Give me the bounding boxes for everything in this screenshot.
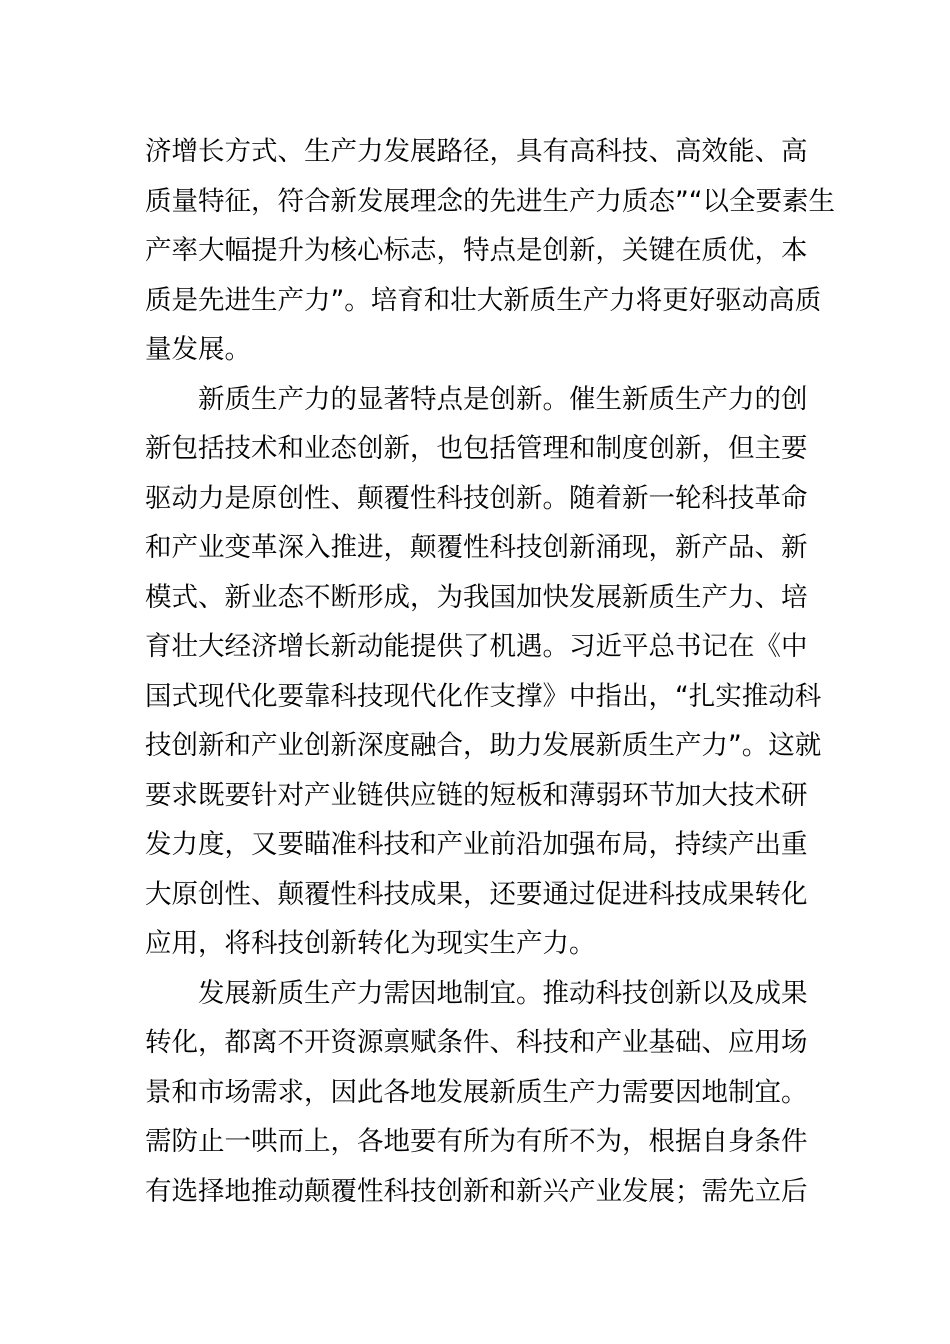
- text-line: 大原创性、颠覆性科技成果，还要通过促进科技成果转化: [145, 878, 808, 910]
- text-line: 景和市场需求，因此各地发展新质生产力需要因地制宜。: [145, 1076, 808, 1108]
- text-line: 质量特征，符合新发展理念的先进生产力质态”“以全要素生: [145, 185, 835, 217]
- text-line: 育壮大经济增长新动能提供了机遇。习近平总书记在《中: [145, 631, 808, 662]
- text-line: 济增长方式、生产力发展路径，具有高科技、高效能、高: [145, 136, 808, 167]
- text-line: 产率大幅提升为核心标志，特点是创新，关键在质优，本: [145, 235, 808, 266]
- text-line: 新质生产力的显著特点是创新。催生新质生产力的创: [198, 383, 808, 415]
- paragraph-2: [145, 375, 822, 969]
- text-line: 和产业变革深入推进，颠覆性科技创新涌现，新产品、新: [145, 532, 808, 563]
- text-line: 模式、新业态不断形成，为我国加快发展新质生产力、培: [145, 581, 808, 613]
- text-line: 发力度，又要瞄准科技和产业前沿加强布局，持续产出重: [145, 829, 808, 860]
- text-line: 有选择地推动颠覆性科技创新和新兴产业发展；需先立后: [145, 1175, 808, 1207]
- paragraph-3: [145, 969, 807, 1217]
- text-line: 技创新和产业创新深度融合，助力发展新质生产力”。这就: [145, 730, 822, 761]
- text-line: 量发展。: [145, 334, 251, 365]
- text-line: 新包括技术和业态创新，也包括管理和制度创新，但主要: [145, 433, 808, 464]
- text-line: 质是先进生产力”。培育和壮大新质生产力将更好驱动高质: [145, 284, 822, 316]
- text-line: 国式现代化要靠科技现代化作支撑》中指出，“扎实推动科: [145, 680, 822, 712]
- body-text: [145, 127, 835, 1216]
- text-line: 发展新质生产力需因地制宜。推动科技创新以及成果: [198, 977, 808, 1009]
- text-line: 转化，都离不开资源禀赋条件、科技和产业基础、应用场: [145, 1027, 808, 1058]
- text-line: 需防止一哄而上，各地要有所为有所不为，根据自身条件: [145, 1126, 808, 1157]
- text-line: 驱动力是原创性、颠覆性科技创新。随着新一轮科技革命: [145, 482, 808, 514]
- text-line: 应用，将科技创新转化为现实生产力。: [145, 928, 596, 959]
- text-line: 要求既要针对产业链供应链的短板和薄弱环节加大技术研: [145, 779, 808, 811]
- paragraph-1: [145, 127, 835, 375]
